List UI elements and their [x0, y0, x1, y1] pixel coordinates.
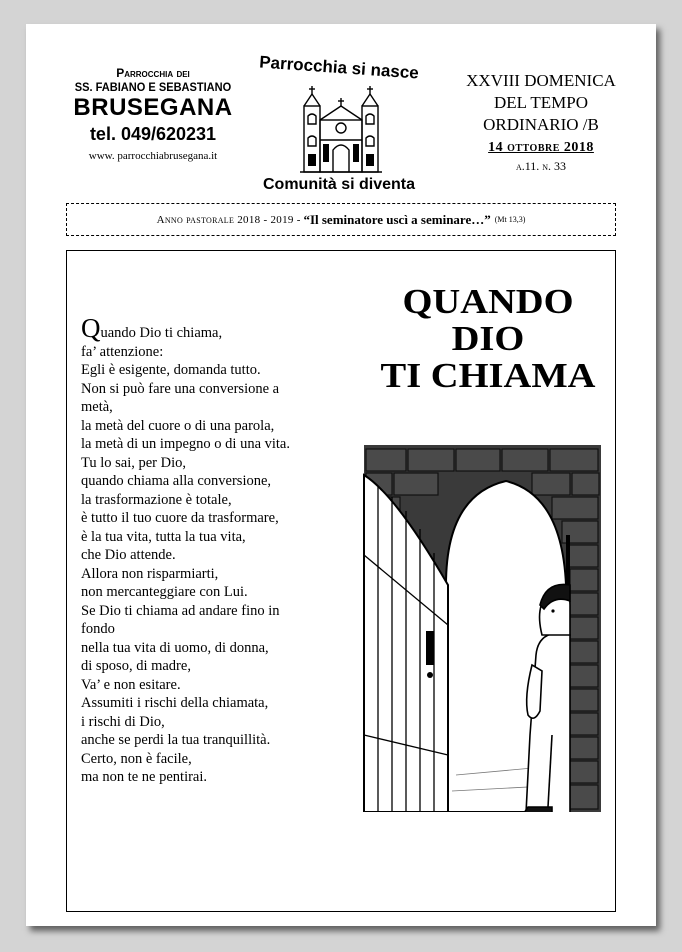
article-box [66, 250, 616, 912]
issue-date: 14 ottobre 2018 [488, 140, 594, 155]
motto-top: Parrocchia si nasce [258, 52, 420, 83]
poem-line: Non si può fare una conversione a [81, 380, 280, 397]
poem-line: i rischi di Dio, [81, 713, 165, 730]
poem-line: anche se perdi la tua tranquillità. [81, 732, 271, 748]
motto-bottom: Comunità si diventa [262, 176, 416, 193]
poem-line: Se Dio ti chiama ad andare fino in [81, 602, 280, 619]
poem-line: la metà di un impegno o di una vita. [81, 436, 290, 452]
parish-logo [234, 52, 444, 198]
poem-line: Certo, non è facile, [81, 750, 192, 767]
scripture-reference: (Mt 13,3) [494, 215, 526, 224]
poem-line: quando chiama alla conversione, [81, 473, 272, 489]
pastoral-year-banner [66, 203, 616, 236]
article-title: QUANDO DIO TI CHIAMA [380, 282, 596, 395]
pastoral-year: Anno pastorale 2018 - 2019 - [156, 213, 301, 226]
poem-line: metà, [81, 399, 113, 415]
poem-line: Assumiti i rischi della chiamata, [81, 695, 269, 711]
website-link[interactable]: www. parrocchiabrusegana.it [88, 150, 218, 162]
poem-line: la trasformazione è totale, [81, 491, 232, 508]
poem-line: che Dio attende. [81, 547, 176, 563]
church-icon [296, 84, 386, 176]
sunday-line-3: ORDINARIO /B [483, 115, 599, 134]
poem-line: fondo [81, 621, 115, 637]
liturgical-info [451, 70, 631, 174]
poem-line: è tutto il tuo cuore da trasformare, [81, 510, 279, 526]
town-name: BRUSEGANA [73, 94, 233, 121]
sunday-line-1: XXVIII DOMENICA [466, 71, 616, 90]
poem-line: è la tua vita, tutta la tua vita, [81, 528, 246, 545]
parish-info [68, 66, 238, 164]
phone-number: tel. 049/620231 [89, 124, 217, 144]
poem-line: Va’ e non esitare. [81, 676, 181, 693]
poem-line: Allora non risparmiarti, [81, 565, 219, 582]
poem-line: la metà del cuore o di una parola, [81, 417, 275, 434]
poem-line: Quando Dio ti chiama, [81, 313, 223, 343]
issue-number: a.11. n. 33 [515, 159, 567, 173]
sunday-line-2: DEL TEMPO [494, 93, 588, 112]
poem-line: Egli è esigente, domanda tutto. [81, 362, 261, 378]
parish-prefix: Parrocchia dei [116, 66, 190, 80]
poem-line: Tu lo sai, per Dio, [81, 454, 186, 471]
poem-text [81, 313, 343, 787]
pastoral-theme: “Il seminatore uscì a seminare…” [303, 211, 491, 227]
drop-cap: Q [81, 313, 101, 343]
poem-line: ma non te ne pentirai. [81, 769, 208, 785]
bulletin-page [26, 24, 656, 926]
poem-line: non mercanteggiare con Lui. [81, 584, 248, 600]
poem-line: fa’ attenzione: [81, 343, 164, 360]
parish-saints: SS. FABIANO E SEBASTIANO [74, 80, 232, 94]
poem-line: di sposo, di madre, [81, 658, 191, 674]
poem-line: nella tua vita di uomo, di donna, [81, 639, 269, 656]
open-door-illustration [356, 435, 601, 812]
